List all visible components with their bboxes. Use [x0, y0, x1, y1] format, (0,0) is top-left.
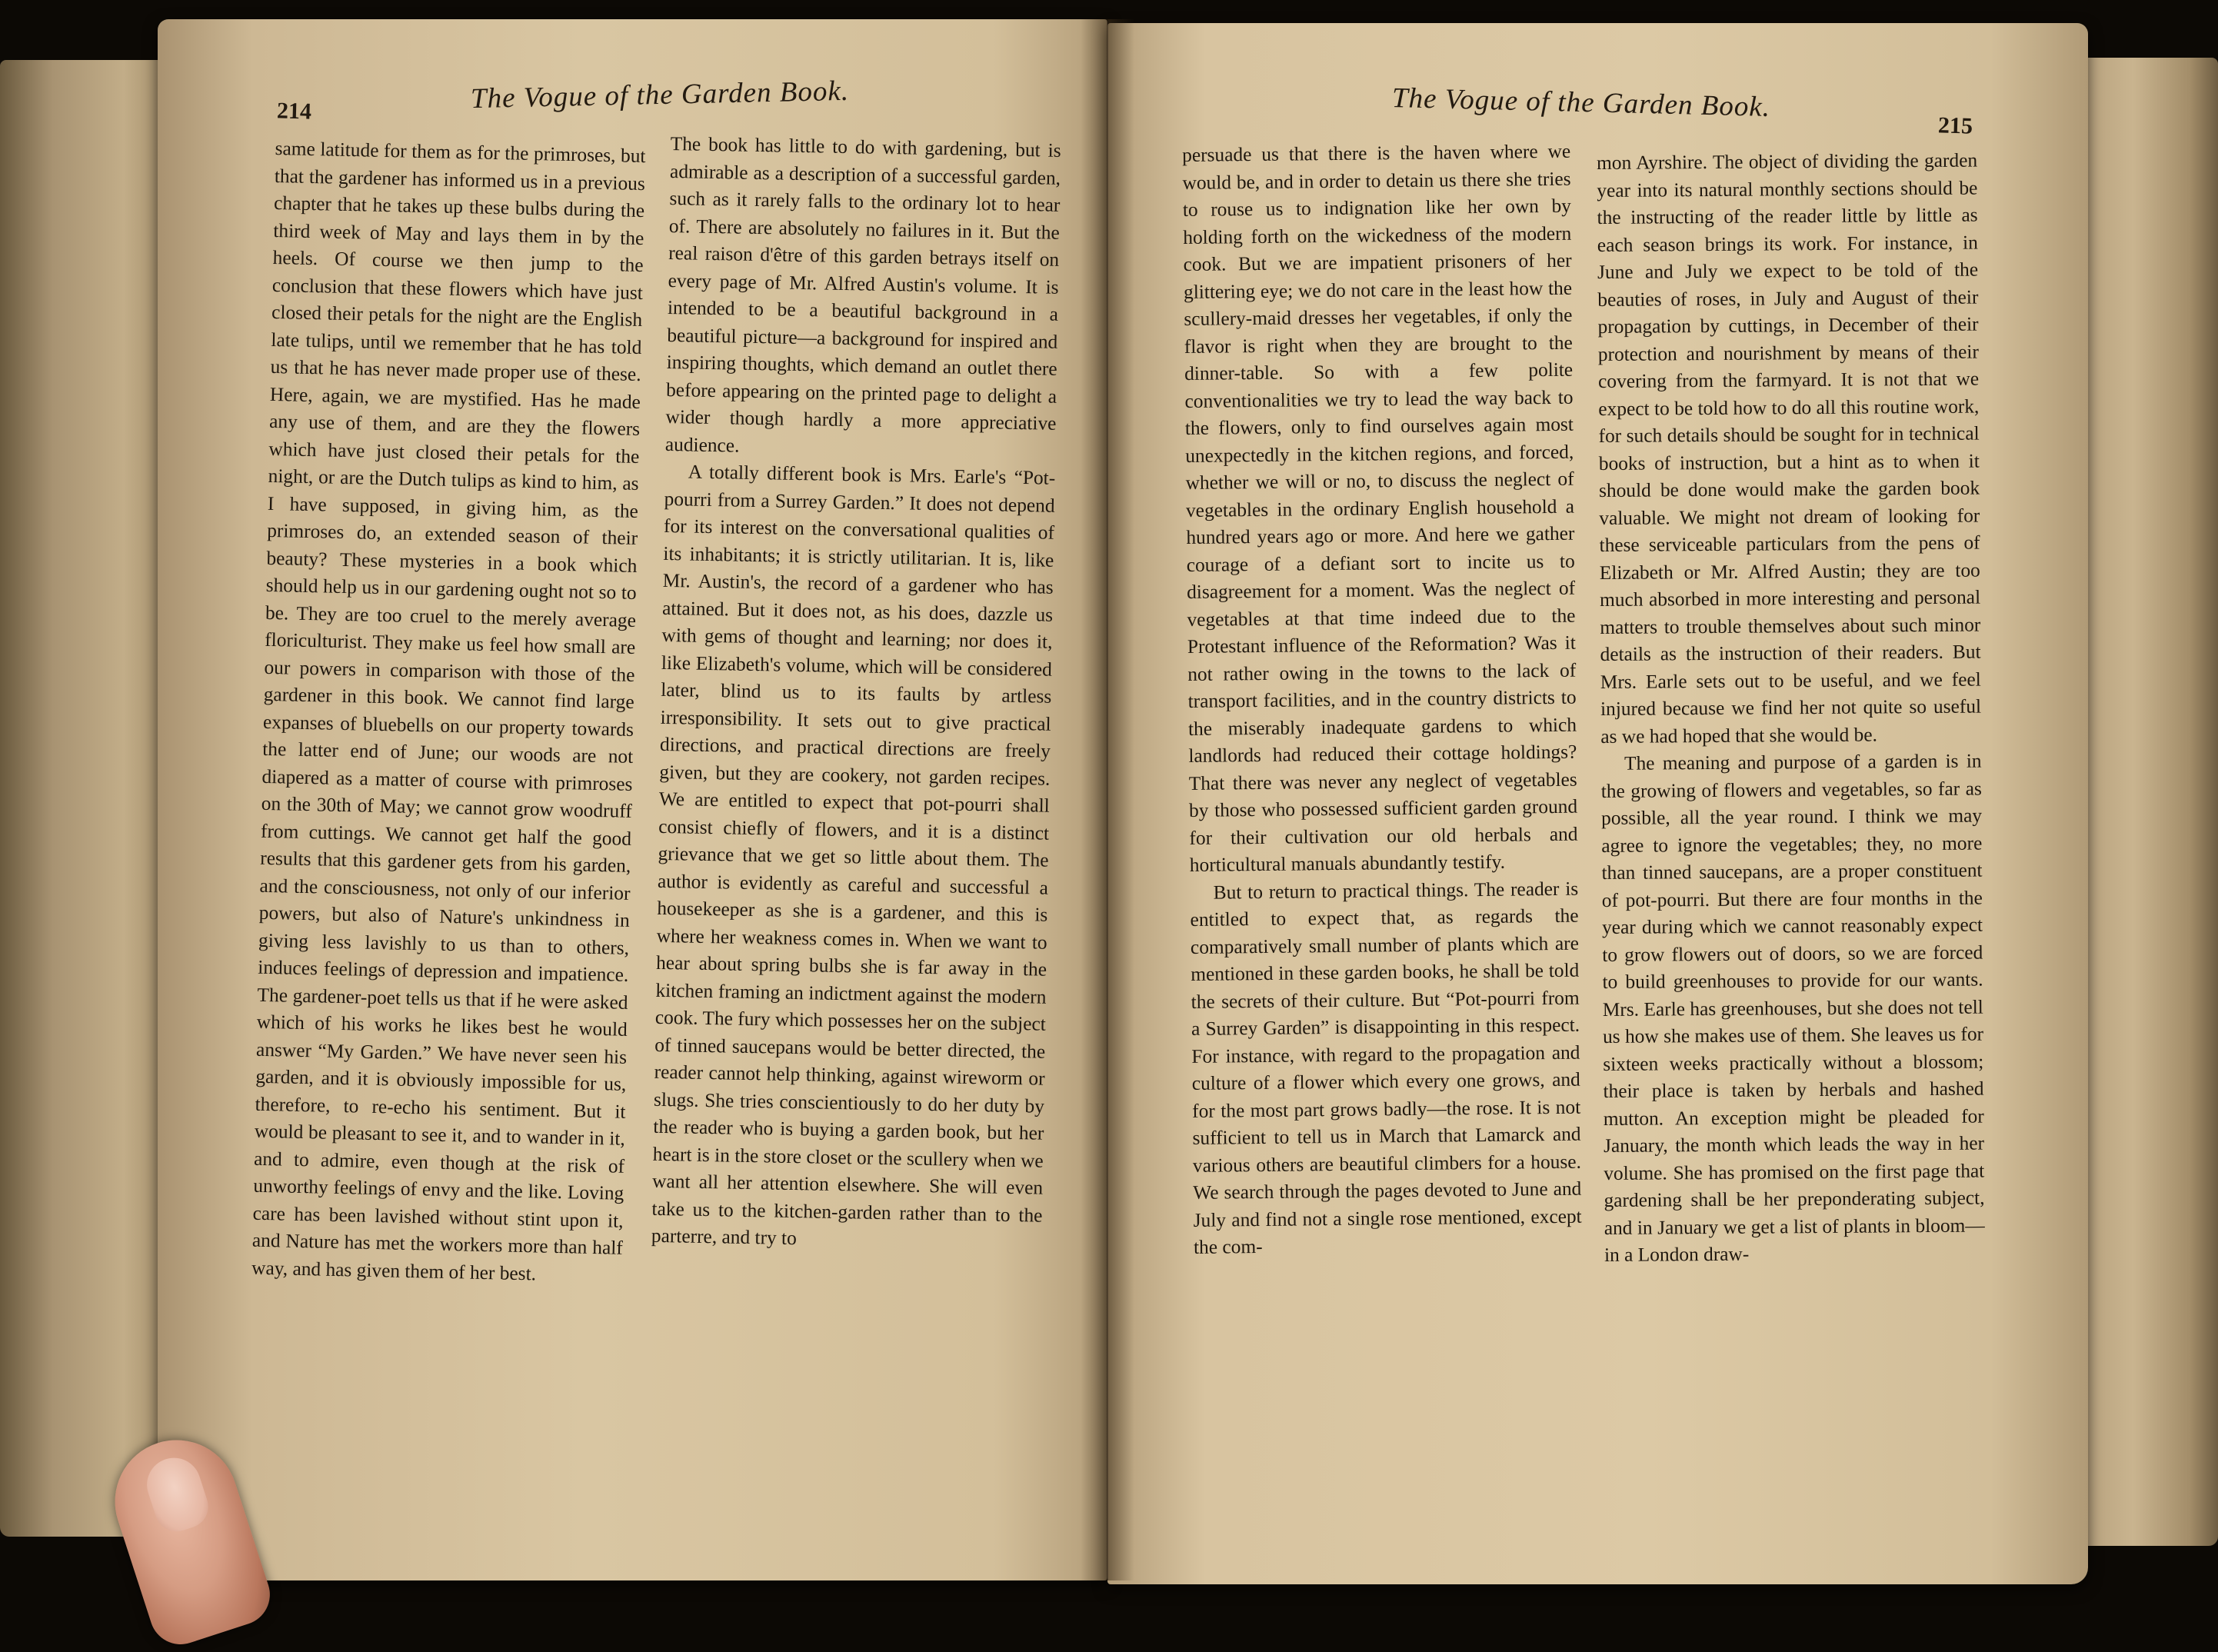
paragraph: persuade us that there is the haven where we would be, and in order to detain us there she tries to rouse us to indignation like her own by holding forth on the wickedness of the modern cook. But we are impatient prisoners of her glittering eye; we do not care in the least how the scullery-maid dresses her vegetables, if only the flavor is right when they are brought to the dinner-table. So with a few polite conventionalities we try to lead the way back to the flowers, only to find ourselves again most unexpectedly in the kitchen regions, and forced, whether we will or no, to discuss the neglect of vegetables in the ordinary English household a hundred years ago or more. And here we gather courage of a defiant sort to incite us to disagreement for a moment. Was the neglect of vegetables at that time indeed due to the Protestant influence of the Reformation? Was it not rather owing in the towns to the lack of transport facilities, and in the country districts to the miserably inadequate gardens to which landlords had reduced their cottage holdings? That there was never any neglect of vegetables by those who possessed sufficient garden ground for their cultivation our old herbals and horticultural manuals abundantly testify. [1182, 140, 1578, 876]
paragraph: same latitude for them as for the primroses, but that the gardener has informed us in a previous chapter that he takes up these bulbs during the third week of May and lays them in by the heels. Of course we then jump to the conclusion that these flowers which have just closed their petals for the night are the English late tulips, until we remember that he has told us that he has never made proper use of these. Here, again, we are mystified. Has he made any use of them, and are they the flowers which have just closed their petals for the night, or are the Dutch tulips as kind to him, as I have supposed, in giving him, as the primroses do, an extended season of their beauty? These mysteries in a book which should help us in our gardening ought not so to be. They are too cruel to the merely average floriculturist. They make us feel how small are our powers in comparison with those of the gardener in this book. We cannot find large expanses of bluebells on our property towards the latter end of June; our woods are not diapered as a matter of course with primroses on the 30th of May; we cannot grow woodruff from cuttings. We cannot get half the good results that this gardener gets from his garden, and the consciousness, not only of our inferior powers, but also of Nature's unkindness in giving less lavishly to us than to others, induces feelings of depression and impatience. The gardener-poet tells us that if he were asked which of his works he likes best he would answer “My Garden.” We have never seen his garden, and it is obviously impossible for us, therefore, to re-echo his sentiment. But it would be pleasant to see it, and to wander in it, and to admire, even though at the risk of unworthy feelings of envy and the like. Loving care has been lavished without stint upon it, and Nature has met the workers more than half way, and has given them of her best. [251, 137, 646, 1284]
paragraph: The book has little to do with gardening, but is admirable as a description of a successful garden, such as it rarely falls to the ordinary lot to hear of. There are absolutely no failures in it. But the real raison d'être of this garden betrays itself on every page of Mr. Alfred Austin's volume. It is intended to be a beautiful background in a beautiful picture—a background for inspired and inspiring thoughts, which demand an outlet there before appearing on the printed page to delight a wider though hardly a more appreciative audience. [664, 132, 1061, 457]
paragraph: But to return to practical things. The reader is entitled to expect that, as regards the comparatively small number of plants which are mentioned in these garden books, he shall be told the secrets of their culture. But “Pot-pourri from a Surrey Garden” is disappointing in this respect. For instance, with regard to the propagation and culture of a flower which every one grows, and for the most part grows badly—the rose. It is not sufficient to tell us in March that Lamarck and various others are beautiful climbers for a house. We search through the pages devoted to June and July and find not a single rose mentioned, except the com- [1190, 878, 1582, 1258]
text-column-1 [251, 135, 646, 1290]
text-column-2 [651, 131, 1061, 1257]
page-number-right: 215 [1937, 112, 1973, 139]
right-page-edges [2076, 58, 2218, 1546]
page-number-left: 214 [276, 98, 312, 125]
left-page-edges [0, 60, 177, 1537]
text-column-4 [1597, 148, 1985, 1270]
paragraph: mon Ayrshire. The object of dividing the garden year into its natural monthly sections should be the instructing of the reader little by little as each season brings its work. For instance, in June and July we expect to be told of the beauties of roses, in July and August of their propagation by cuttings, in December of their protection and nourishment by means of their covering from the farmyard. It is not that we expect to be told how to do all this routine work, for such details should be sought for in technical books of instruction, but a hint as to when it should be done would make the garden book valuable. We might not dream of looking for these serviceable particulars from the pens of Elizabeth or Mr. Alfred Austin; they are too much absorbed in more interesting and personal matters to trouble themselves about such minor details as the instruction of their readers. But Mrs. Earle sets out to be useful, and we feel injured because we find her not quite so useful as we had hoped that she would be. [1597, 149, 1982, 748]
book-gutter [1081, 19, 1134, 1580]
running-head-right: The Vogue of the Garden Book. [1391, 82, 1771, 124]
paragraph: A totally different book is Mrs. Earle's “Pot-pourri from a Surrey Garden.” It does not depend for its interest on the conversational qualities of its inhabitants; it is strictly utilitarian. It is, like Mr. Austin's, the record of a gardener who has attained. But it does not, as his does, dazzle us with gems of thought and learning; nor does it, like Elizabeth's volume, which will be considered later, blind us to its faults by artless irresponsibility. It sets out to give practical directions, and practical directions are freely given, but they are cookery, not garden recipes. We are entitled to expect that pot-pourri shall consist chiefly of flowers, and it is a distinct grievance that we get so little about them. The author is evidently as careful and successful a housekeeper as she is a gardener, and this is where her weakness comes in. When we want to hear about spring bulbs she is far away in the kitchen framing an indictment against the modern cook. The fury which possesses her on the subject of tinned saucepans would be better directed, the reader cannot help thinking, against wireworm or slugs. She tries conscientiously to do her duty by the reader who is buying a garden book, but her heart is in the store closet or the scullery when we want all her attention elsewhere. She will even take us to the kitchen-garden rather than to the parterre, and try to [651, 461, 1056, 1250]
running-head-left: The Vogue of the Garden Book. [470, 75, 850, 115]
paragraph: The meaning and purpose of a garden is in the growing of flowers and vegetables, so far as possible, all the year round. I think we may agree to ignore the vegetables; they, no more than tinned saucepans, are a proper constituent of pot-pourri. But there are four months in the year during which we cannot reasonably expect to grow flowers out of doors, so we are forced to build greenhouses to provide for our wants. Mrs. Earle has greenhouses, but she does not tell us how she makes use of them. She leaves us for sixteen weeks practically without a blossom; their place is taken by herbals and hashed mutton. An exception might be pleaded for January, the month which leads the way in her volume. She has promised on the first page that gardening shall be her preponderating subject, and in January we get a list of plants in bloom—in a London draw- [1600, 750, 1985, 1266]
text-column-3 [1182, 138, 1582, 1262]
